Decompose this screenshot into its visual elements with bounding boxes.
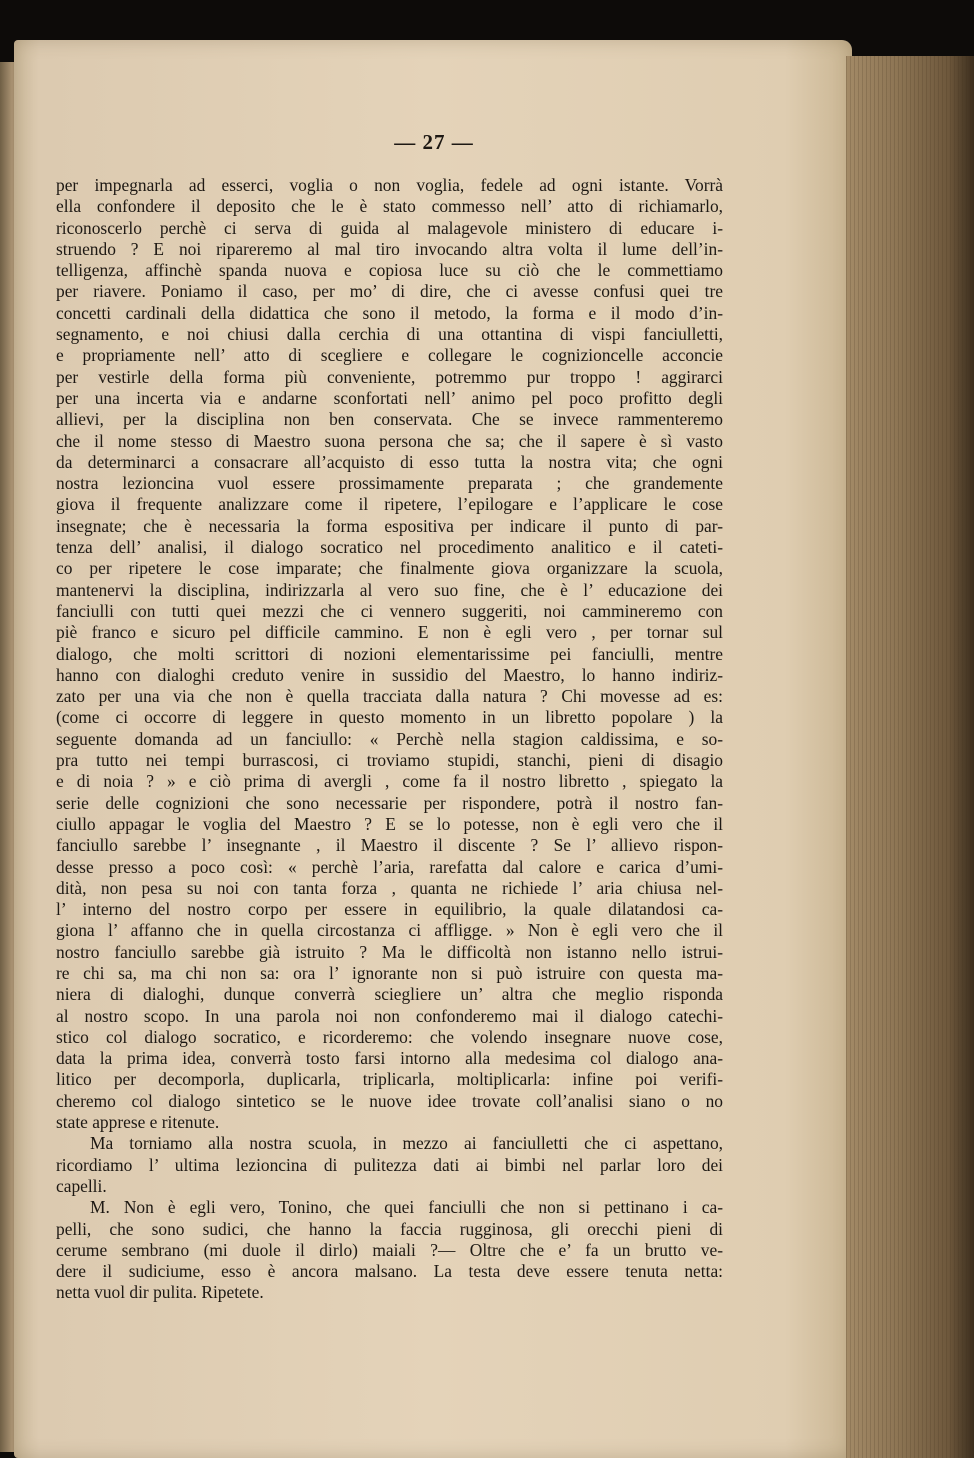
text-line: segnamento, e noi chiusi dalla cerchia di una ottantina di vispi fanciulletti,	[56, 324, 723, 345]
text-line: state apprese e ritenute.	[56, 1112, 220, 1133]
body-text	[56, 175, 723, 1304]
text-line: nostro fanciullo sarebbe già istruito ? Ma le difficoltà non istanno nello istrui-	[56, 941, 723, 962]
text-line: tenza dell’ analisi, il dialogo socratico nel procedimento analitico e il cateti-	[56, 537, 723, 558]
text-line: ricordiamo l’ ultima lezioncina di pulitezza dati ai bimbi nel parlar loro dei	[56, 1154, 723, 1175]
text-line: piè franco e sicuro pel difficile cammino. E non è egli vero , per tornar sul	[56, 622, 723, 643]
text-line: fanciullo sarebbe l’ insegnante , il Maestro il discente ? Se l’ allievo rispon-	[56, 835, 723, 856]
text-line: telligenza, affinchè spanda nuova e copiosa luce su ciò che le commettiamo	[56, 260, 723, 281]
text-line: serie delle cognizioni che sono necessarie per rispondere, potrà il nostro fan-	[56, 792, 723, 813]
text-line: litico per decomporla, duplicarla, triplicarla, moltiplicarla: infine poi verifi-	[56, 1069, 723, 1090]
text-line: hanno con dialoghi creduto venire in sussidio del Maestro, lo hanno indiriz-	[56, 664, 723, 685]
book-page	[14, 40, 852, 1458]
book-spread	[0, 40, 974, 1458]
text-line: data la prima idea, converrà tosto farsi intorno alla medesima col dialogo ana-	[56, 1048, 723, 1069]
text-line: riconoscerlo perchè ci serva di guida al malagevole ministero di educare i-	[56, 217, 723, 238]
text-line: che il nome stesso di Maestro suona persona che sa; che il sapere è sì vasto	[56, 430, 723, 451]
text-line: per una incerta via e andarne sconfortati nell’ animo pel poco profitto degli	[56, 387, 723, 408]
text-line: pelli, che sono sudici, che hanno la faccia rugginosa, gli orecchi pieni di	[56, 1218, 723, 1239]
text-line: concetti cardinali della didattica che sono il metodo, la forma e il modo d’in-	[56, 302, 723, 323]
text-line: M. Non è egli vero, Tonino, che quei fanciulli che non si pettinano i ca-	[90, 1197, 723, 1218]
text-line: nostra lezioncina vuol essere prossimamente preparata ; che grandemente	[56, 473, 723, 494]
text-line: niera di dialoghi, dunque converrà sciegliere un’ altra che meglio risponda	[56, 984, 723, 1005]
text-line: da determinarci a consacrare all’acquisto di esso tutta la nostra vita; che ogni	[56, 451, 723, 472]
text-line: mantenervi la disciplina, indirizzarla al vero suo fine, che è l’ educazione dei	[56, 579, 723, 600]
text-line: capelli.	[56, 1175, 107, 1196]
text-line: zato per una via che non è quella tracciata dalla natura ? Chi movesse ad es:	[56, 686, 723, 707]
text-line: dere il sudiciume, esso è ancora malsano. La testa deve essere tenuta netta:	[56, 1261, 723, 1282]
text-line: stico col dialogo socratico, e ricorderemo: che volendo insegnare nuove cose,	[56, 1026, 723, 1047]
text-line: pra tutto nei tempi burrascosi, ci troviamo stupidi, stanchi, pieni di disagio	[56, 750, 723, 771]
text-line: ciullo appagar le voglia del Maestro ? E se lo potesse, non è egli vero che il	[56, 813, 723, 834]
text-line: co per ripetere le cose imparate; che finalmente giova organizzare la scuola,	[56, 558, 723, 579]
text-line: netta vuol dir pulita. Ripetete.	[56, 1282, 264, 1303]
page-stack-edge	[846, 56, 974, 1458]
text-line: giona l’ affanno che in quella circostanza ci affligge. » Non è egli vero che il	[56, 920, 723, 941]
text-line: struendo ? E noi ripareremo al mal tiro invocando altra volta il lume dell’in-	[56, 238, 723, 259]
text-line: Ma torniamo alla nostra scuola, in mezzo ai fanciulletti che ci aspettano,	[90, 1133, 723, 1154]
text-line: dità, non pesa su noi con tanta forza , quanta ne richiede l’ aria chiusa nel-	[56, 877, 723, 898]
text-line: giova il frequente analizzare come il ripetere, l’epilogare e l’applicare le cose	[56, 494, 723, 515]
text-line: per vestirle della forma più conveniente, potremmo pur troppo ! aggirarci	[56, 366, 723, 387]
text-line: per impegnarla ad esserci, voglia o non voglia, fedele ad ogni istante. Vorrà	[56, 175, 723, 195]
text-line: e propriamente nell’ atto di scegliere e collegare le cognizioncelle acconcie	[56, 345, 723, 366]
text-line: dialogo, che molti scrittori di nozioni elementarissime pei fanciulli, mentre	[56, 643, 723, 664]
text-line: desse presso a poco così: « perchè l’aria, rarefatta dal calore e carica d’umi-	[56, 856, 723, 877]
text-line: seguente domanda ad un fanciullo: « Perchè nella stagion caldissima, e so-	[56, 728, 723, 749]
text-line: cheremo col dialogo sintetico se le nuove idee trovate coll’analisi siano o no	[56, 1090, 723, 1111]
text-line: insegnate; che è necessaria la forma espositiva per indicare il punto di par-	[56, 515, 723, 536]
text-line: ella confondere il deposito che le è stato commesso nell’ atto di richiamarlo,	[56, 196, 723, 217]
text-line: cerume sembrano (mi duole il dirlo) maiali ?— Oltre che e’ fa un brutto ve-	[56, 1239, 723, 1260]
text-line: re chi sa, ma chi non sa: ora l’ ignorante non si può istruire con questa ma-	[56, 962, 723, 983]
text-line: (come ci occorre di leggere in questo momento in un libretto popolare ) la	[56, 707, 723, 728]
text-line: al nostro scopo. In una parola noi non confonderemo mai il dialogo catechi-	[56, 1005, 723, 1026]
text-line: per riavere. Poniamo il caso, per mo’ di dire, che ci avesse confusi quei tre	[56, 281, 723, 302]
text-line: e di noia ? » e ciò prima di avergli , come fa il nostro libretto , spiegato la	[56, 771, 723, 792]
text-line: allievi, per la disciplina non ben conservata. Che se invece rammenteremo	[56, 409, 723, 430]
page-number: — 27 —	[394, 130, 474, 154]
text-line: fanciulli con tutti quei mezzi che ci vennero suggeriti, noi cammineremo con	[56, 600, 723, 621]
text-line: l’ interno del nostro corpo per essere in equilibrio, la quale dilatandosi ca-	[56, 899, 723, 920]
